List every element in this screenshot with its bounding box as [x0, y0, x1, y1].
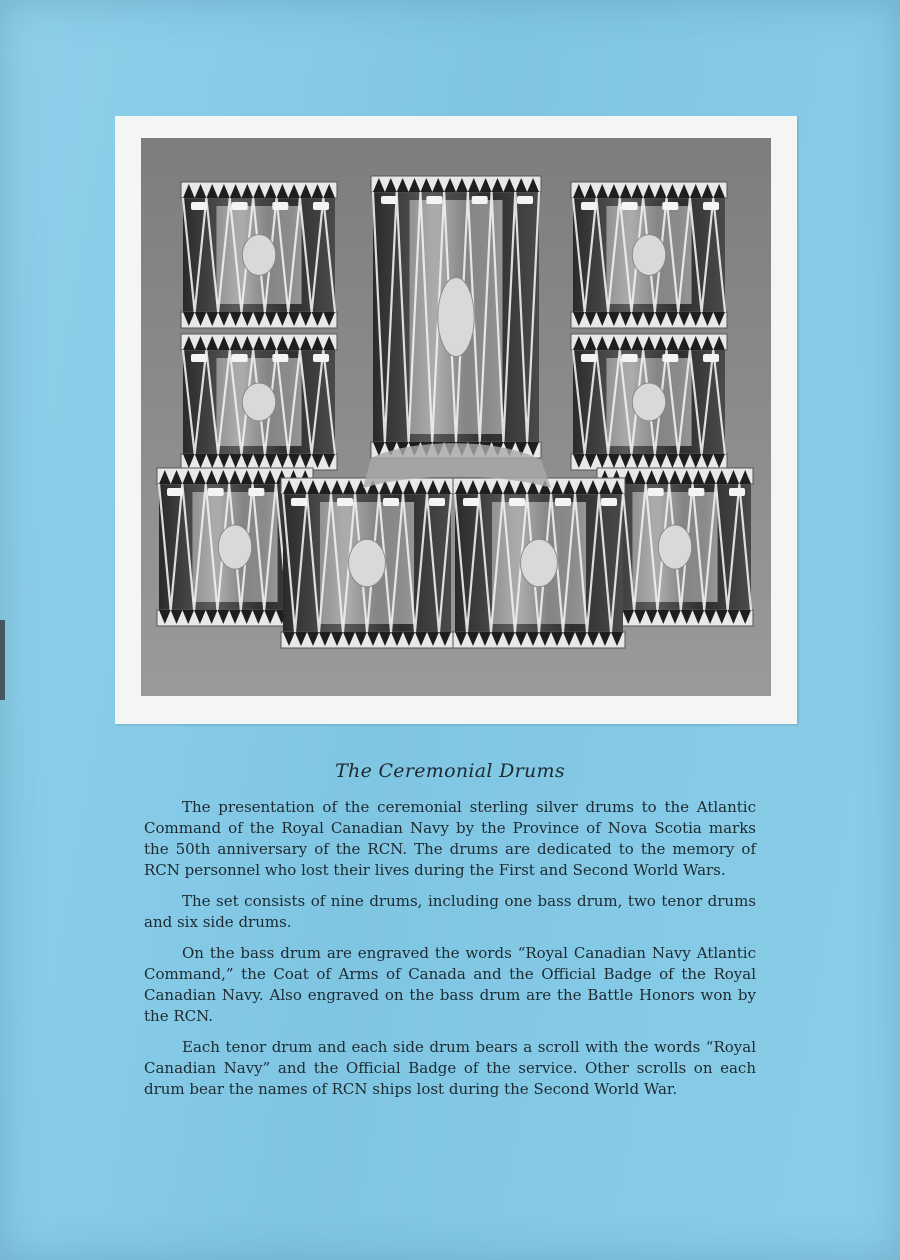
caption-body [144, 797, 756, 1110]
paragraph-set: The set consists of nine drums, including one bass drum, two tenor drums and six side drums. [144, 892, 756, 931]
side-drum [281, 478, 453, 648]
paragraph-tenor-side: Each tenor drum and each side drum bears a scroll with the words “Royal Canadian Navy” and the Official Badge of the service. Other scrolls on each drum bear the names of RCN ships lost during the Second World War. [144, 1038, 756, 1098]
paragraph-bass-drum: On the bass drum are engraved the words “Royal Canadian Navy Atlantic Command,” the Coat of Arms of Canada and the Official Badge of the Royal Canadian Navy. Also engraved on the bass drum are the Battle Honors won by the RCN. [144, 944, 756, 1025]
bass-drum [371, 176, 541, 458]
drums-illustration [141, 138, 771, 696]
tenor-drum [181, 182, 337, 328]
photo-frame [115, 116, 797, 724]
tenor-drum [571, 182, 727, 328]
side-drum [571, 334, 727, 470]
binding-mark [0, 620, 5, 700]
caption-title: The Ceremonial Drums [335, 760, 565, 782]
side-drum [181, 334, 337, 470]
drums-photo [141, 138, 771, 696]
side-drum [453, 478, 625, 648]
paragraph-presentation: The presentation of the ceremonial sterling silver drums to the Atlantic Command of the Royal Canadian Navy by the Province of Nova Scotia marks the 50th anniversary of the RCN. The drums are dedicated to the memory of RCN personnel who lost their lives during the First and Second World Wars. [144, 798, 756, 879]
